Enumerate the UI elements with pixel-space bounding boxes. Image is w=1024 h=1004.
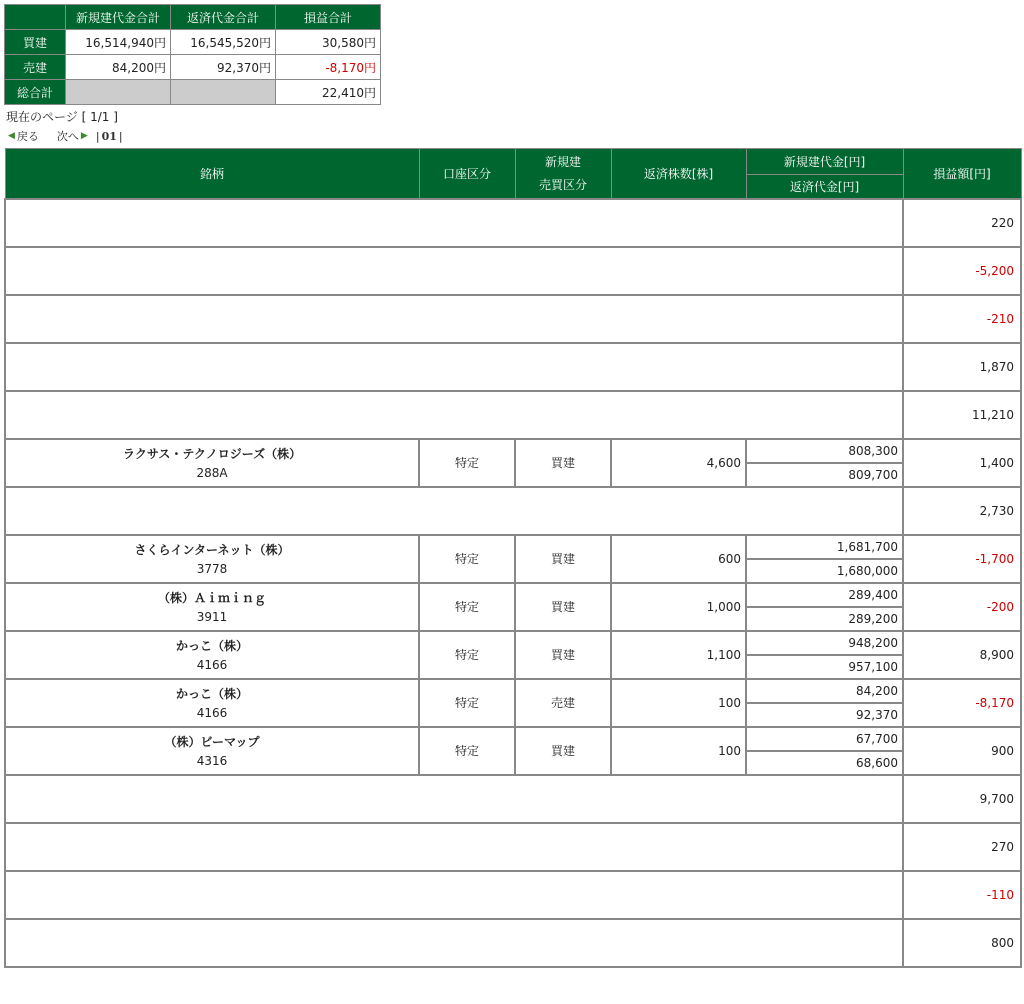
page-indicator: 現在のページ [ 1/1 ] <box>6 110 118 124</box>
pager-separator: | <box>95 129 100 143</box>
pl-amount: 220 <box>903 199 1021 247</box>
table-row <box>5 487 1021 535</box>
stock-code: 4166 <box>196 706 228 720</box>
header-side <box>515 149 611 199</box>
triangle-right-icon: ▶ <box>80 131 88 141</box>
close-amount: 957,100 <box>848 659 898 674</box>
pl-amount: -200 <box>903 583 1021 631</box>
close-qty: 100 <box>611 679 746 727</box>
amount-cell <box>746 583 903 631</box>
stock-code: 4166 <box>196 658 228 672</box>
close-qty: 4,600 <box>611 439 746 487</box>
trade-side: 買建 <box>515 631 611 679</box>
summary-cell: 92,370円 <box>171 55 276 80</box>
pl-amount: 1,400 <box>903 439 1021 487</box>
account-type: 特定 <box>419 535 515 583</box>
pl-amount: -110 <box>903 871 1021 919</box>
stock-code: 3911 <box>196 610 228 624</box>
new-amount: 67,700 <box>747 728 902 752</box>
table-row <box>5 871 1021 919</box>
blank-cell <box>5 391 903 439</box>
summary-cell: 84,200円 <box>66 55 171 80</box>
table-row <box>5 823 1021 871</box>
stock-code: 288A <box>196 466 228 480</box>
table-row <box>5 727 1021 775</box>
pl-amount: -8,170 <box>903 679 1021 727</box>
table-row <box>5 535 1021 583</box>
table-row <box>5 679 1021 727</box>
table-row <box>5 391 1021 439</box>
close-amount: 809,700 <box>848 467 898 482</box>
table-row <box>5 439 1021 487</box>
stock-cell <box>5 439 419 487</box>
account-type: 特定 <box>419 727 515 775</box>
amount-cell <box>746 439 903 487</box>
header-stock: 銘柄 <box>5 149 419 199</box>
close-amount: 92,370 <box>856 707 898 722</box>
trade-side: 買建 <box>515 535 611 583</box>
pl-amount: 11,210 <box>903 391 1021 439</box>
amount-cell <box>746 679 903 727</box>
summary-header-close: 返済代金合計 <box>171 5 276 30</box>
table-row <box>5 343 1021 391</box>
new-amount: 289,400 <box>747 584 902 608</box>
new-amount: 84,200 <box>747 680 902 704</box>
pl-amount: 2,730 <box>903 487 1021 535</box>
pl-amount: -5,200 <box>903 247 1021 295</box>
stock-name: ラクサス・テクノロジーズ（株） <box>122 447 302 461</box>
table-row <box>5 631 1021 679</box>
close-qty: 100 <box>611 727 746 775</box>
stock-code: 3778 <box>196 562 228 576</box>
stock-cell <box>5 583 419 631</box>
pl-amount: 8,900 <box>903 631 1021 679</box>
stock-name: （株）Ａｉｍｉｎｇ <box>157 591 266 605</box>
summary-row-label: 総合計 <box>5 80 66 105</box>
stock-cell <box>5 679 419 727</box>
header-close-amount: 返済代金[円] <box>746 175 903 199</box>
page-link-01[interactable]: 01 <box>101 129 117 143</box>
stock-cell <box>5 727 419 775</box>
positions-table <box>4 148 1022 968</box>
summary-cell: 22,410円 <box>276 80 381 105</box>
next-link[interactable]: 次へ <box>56 130 79 143</box>
pl-amount: -1,700 <box>903 535 1021 583</box>
header-qty: 返済株数[株] <box>611 149 746 199</box>
pl-amount: 800 <box>903 919 1021 967</box>
stock-name: かっこ（株） <box>175 687 248 701</box>
summary-header-new: 新規建代金合計 <box>66 5 171 30</box>
summary-corner <box>5 5 66 30</box>
header-pl: 損益額[円] <box>903 149 1021 199</box>
blank-cell <box>5 871 903 919</box>
close-amount: 289,200 <box>848 611 898 626</box>
trade-side: 買建 <box>515 439 611 487</box>
blank-cell <box>5 199 903 247</box>
trade-side: 買建 <box>515 727 611 775</box>
summary-cell: -8,170円 <box>276 55 381 80</box>
table-row <box>5 919 1021 967</box>
blank-cell <box>5 919 903 967</box>
close-qty: 600 <box>611 535 746 583</box>
blank-cell <box>5 343 903 391</box>
header-side-line2: 売買区分 <box>538 178 587 193</box>
summary-cell-empty <box>66 80 171 105</box>
positions-body <box>5 199 1021 967</box>
table-row <box>5 295 1021 343</box>
pl-amount: 9,700 <box>903 775 1021 823</box>
trade-side: 買建 <box>515 583 611 631</box>
pl-amount: 900 <box>903 727 1021 775</box>
summary-cell: 16,514,940円 <box>66 30 171 55</box>
summary-row-label: 買建 <box>5 30 66 55</box>
summary-header-pl: 損益合計 <box>276 5 381 30</box>
triangle-left-icon: ◀ <box>8 131 15 141</box>
header-account: 口座区分 <box>419 149 515 199</box>
pager-separator: | <box>118 129 123 143</box>
summary-cell: 16,545,520円 <box>171 30 276 55</box>
summary-cell: 30,580円 <box>276 30 381 55</box>
new-amount: 808,300 <box>747 440 902 464</box>
table-row <box>5 583 1021 631</box>
stock-name: さくらインターネット（株） <box>134 543 290 557</box>
amount-cell <box>746 631 903 679</box>
account-type: 特定 <box>419 631 515 679</box>
close-amount: 1,680,000 <box>836 563 898 578</box>
account-type: 特定 <box>419 439 515 487</box>
stock-name: かっこ（株） <box>175 639 248 653</box>
back-link[interactable]: 戻る <box>16 130 39 143</box>
header-new-amount: 新規建代金[円] <box>746 149 903 175</box>
stock-cell <box>5 631 419 679</box>
summary-table <box>4 4 381 105</box>
pager <box>8 128 123 144</box>
pl-amount: -210 <box>903 295 1021 343</box>
trade-side: 売建 <box>515 679 611 727</box>
table-row <box>5 775 1021 823</box>
blank-cell <box>5 823 903 871</box>
blank-cell <box>5 487 903 535</box>
summary-row-label: 売建 <box>5 55 66 80</box>
pl-amount: 270 <box>903 823 1021 871</box>
stock-name: （株）ビーマップ <box>164 735 260 749</box>
pl-amount: 1,870 <box>903 343 1021 391</box>
close-amount: 68,600 <box>856 755 898 770</box>
header-side-line1: 新規建 <box>544 155 581 170</box>
stock-code: 4316 <box>196 754 228 768</box>
close-qty: 1,100 <box>611 631 746 679</box>
table-row <box>5 247 1021 295</box>
new-amount: 948,200 <box>747 632 902 656</box>
blank-cell <box>5 295 903 343</box>
blank-cell <box>5 775 903 823</box>
table-row <box>5 199 1021 247</box>
account-type: 特定 <box>419 679 515 727</box>
amount-cell <box>746 727 903 775</box>
stock-cell <box>5 535 419 583</box>
summary-cell-empty <box>171 80 276 105</box>
account-type: 特定 <box>419 583 515 631</box>
close-qty: 1,000 <box>611 583 746 631</box>
new-amount: 1,681,700 <box>747 536 902 560</box>
blank-cell <box>5 247 903 295</box>
amount-cell <box>746 535 903 583</box>
